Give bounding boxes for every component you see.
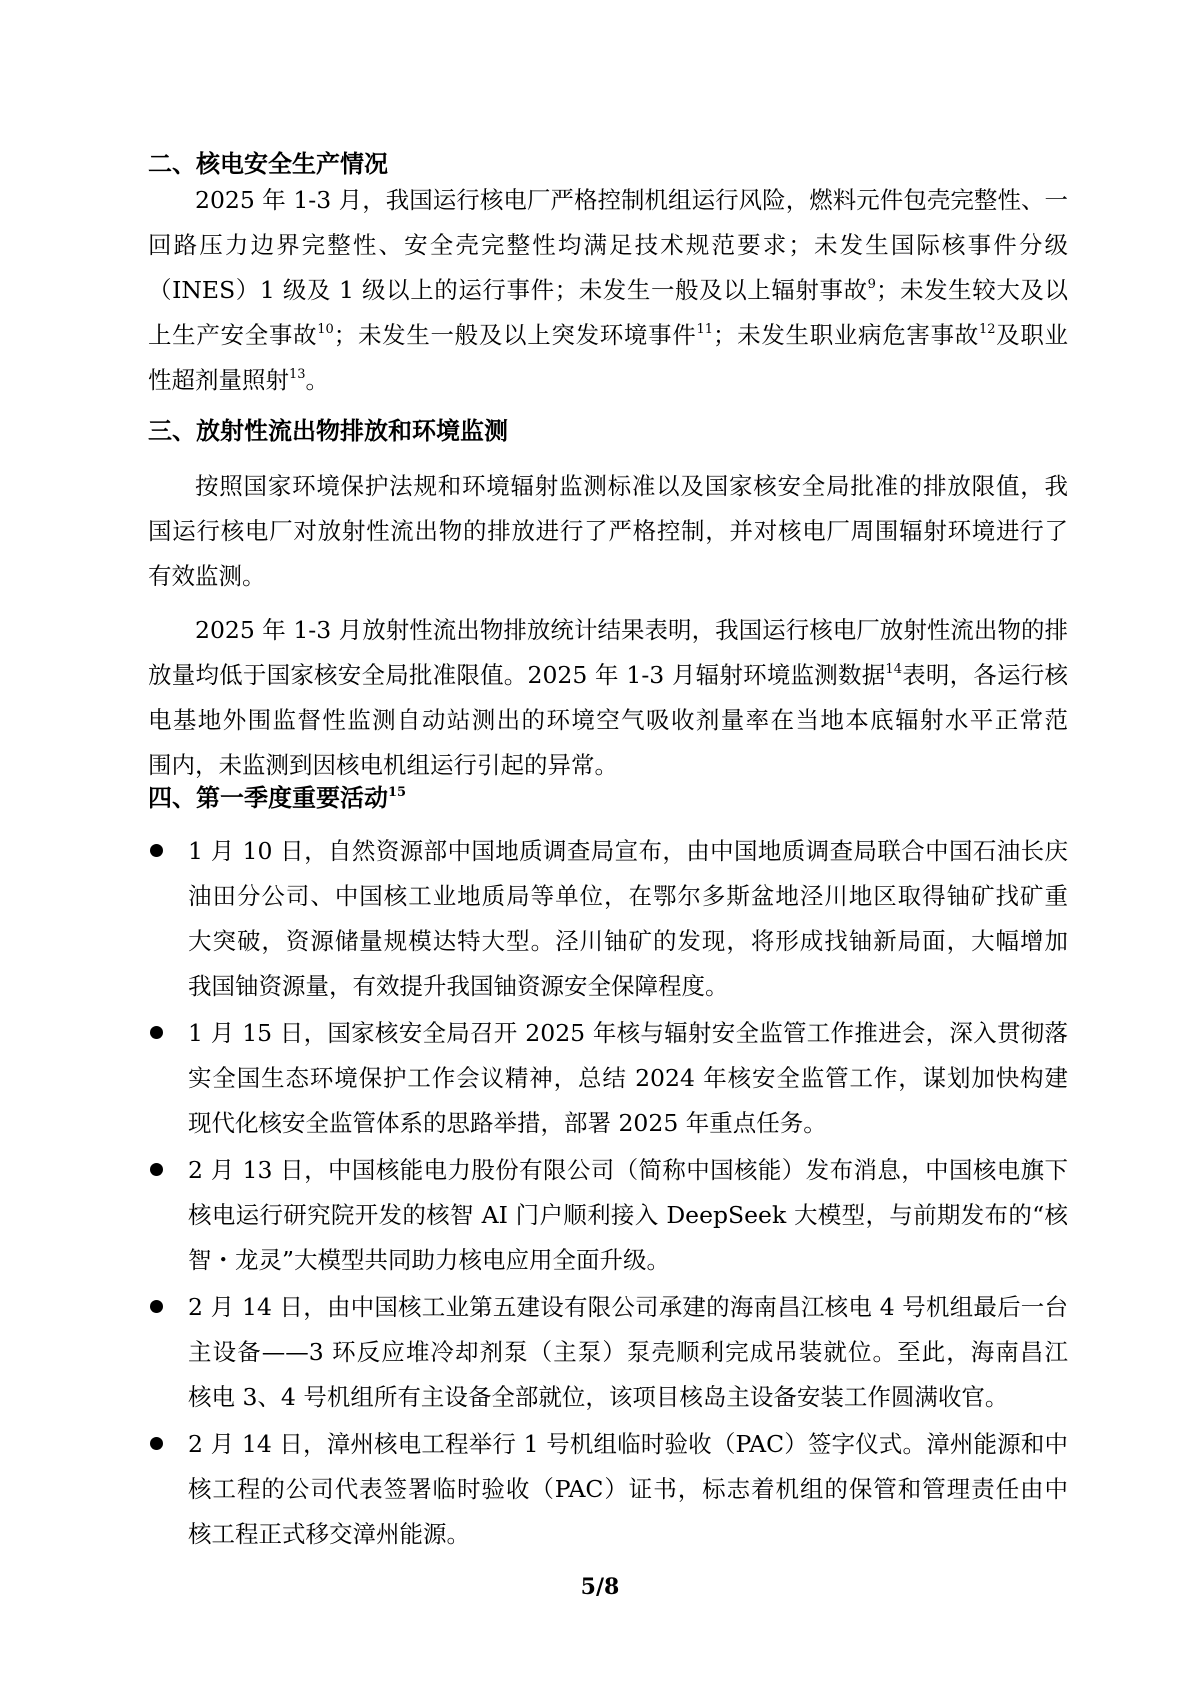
footnote-marker: 15 bbox=[388, 785, 407, 800]
text-line: 核电运行研究院开发的核智 AI 门户顺利接入 DeepSeek 大模型，与前期发布的“核 bbox=[188, 1201, 1068, 1229]
text-segment: ；未发生职业病危害事故 bbox=[713, 321, 979, 349]
text-line: 电基地外围监督性监测自动站测出的环境空气吸收剂量率在当地本底辐射水平正常范 bbox=[148, 706, 1068, 734]
text-line: 围内，未监测到因核电机组运行引起的异常。 bbox=[148, 751, 618, 779]
footnote-marker: 13 bbox=[289, 367, 306, 382]
text-line bbox=[148, 358, 1068, 403]
footnote-marker: 12 bbox=[978, 322, 996, 337]
text-line: 主设备——3 环反应堆冷却剂泵（主泵）泵壳顺利完成吊装就位。至此，海南昌江 bbox=[188, 1338, 1068, 1366]
text-segment: （INES）1 级及 1 级以上的运行事件；未发生一般及以上辐射事故 bbox=[148, 276, 868, 304]
activity-text bbox=[188, 1148, 1068, 1283]
text-line: 1 月 15 日，国家核安全局召开 2025 年核与辐射安全监管工作推进会，深入贯彻落 bbox=[188, 1019, 1068, 1047]
footnote-marker: 11 bbox=[696, 322, 713, 337]
text-line: 核电 3、4 号机组所有主设备全部就位，该项目核岛主设备安装工作圆满收官。 bbox=[188, 1383, 1009, 1411]
bullet-icon bbox=[150, 1437, 163, 1450]
bullet-icon bbox=[150, 1163, 163, 1176]
text-segment: 。 bbox=[305, 366, 330, 394]
text-segment: 及职业 bbox=[995, 321, 1069, 349]
text-line: 2025 年 1-3 月放射性流出物排放统计结果表明，我国运行核电厂放射性流出物的排 bbox=[195, 616, 1068, 644]
text-segment: ；未发生一般及以上突发环境事件 bbox=[333, 321, 697, 349]
section-heading-safety: 二、核电安全生产情况 bbox=[148, 149, 388, 178]
bullet-icon bbox=[150, 1026, 163, 1039]
text-line: 核工程正式移交漳州能源。 bbox=[188, 1520, 470, 1548]
footnote-marker: 9 bbox=[867, 277, 876, 292]
text-line: 我国铀资源量，有效提升我国铀资源安全保障程度。 bbox=[188, 972, 729, 1000]
text-line: 1 月 10 日，自然资源部中国地质调查局宣布，由中国地质调查局联合中国石油长庆 bbox=[188, 837, 1068, 865]
text-line: 回路压力边界完整性、安全壳完整性均满足技术规范要求；未发生国际核事件分级 bbox=[148, 231, 1068, 259]
text-segment: ；未发生较大及以 bbox=[875, 276, 1068, 304]
text-line: 大突破，资源储量规模达特大型。泾川铀矿的发现，将形成找铀新局面，大幅增加 bbox=[188, 927, 1068, 955]
activity-text bbox=[188, 1285, 1068, 1420]
paragraph-effluent-results bbox=[148, 608, 1068, 788]
text-line: 按照国家环境保护法规和环境辐射监测标准以及国家核安全局批准的排放限值，我 bbox=[195, 472, 1068, 500]
section-heading-activities bbox=[148, 780, 406, 816]
text-line: 现代化核安全监管体系的思路举措，部署 2025 年重点任务。 bbox=[188, 1109, 827, 1137]
bullet-icon bbox=[150, 1300, 163, 1313]
heading-text: 四、第一季度重要活动 bbox=[148, 783, 388, 812]
text-segment: 表明，各运行核 bbox=[901, 661, 1069, 689]
activity-text bbox=[188, 1422, 1068, 1557]
text-line: 智・龙灵”大模型共同助力核电应用全面升级。 bbox=[188, 1246, 671, 1274]
text-line: 国运行核电厂对放射性流出物的排放进行了严格控制，并对核电厂周围辐射环境进行了 bbox=[148, 517, 1068, 545]
text-line: 2 月 14 日，由中国核工业第五建设有限公司承建的海南昌江核电 4 号机组最后一台 bbox=[188, 1293, 1068, 1321]
bullet-icon bbox=[150, 844, 163, 857]
footnote-marker: 10 bbox=[317, 322, 334, 337]
text-line: 有效监测。 bbox=[148, 562, 266, 590]
text-line: 2 月 14 日，漳州核电工程举行 1 号机组临时验收（PAC）签字仪式。漳州能源和中 bbox=[188, 1430, 1068, 1458]
text-line: 实全国生态环境保护工作会议精神，总结 2024 年核安全监管工作，谋划加快构建 bbox=[188, 1064, 1068, 1092]
section-heading-effluent: 三、放射性流出物排放和环境监测 bbox=[148, 416, 508, 445]
text-line bbox=[148, 313, 1068, 358]
text-line bbox=[148, 268, 1068, 313]
footnote-marker: 14 bbox=[885, 662, 902, 677]
text-line bbox=[148, 653, 1068, 698]
text-line: 油田分公司、中国核工业地质局等单位，在鄂尔多斯盆地泾川地区取得铀矿找矿重 bbox=[188, 882, 1068, 910]
text-segment: 性超剂量照射 bbox=[148, 366, 289, 394]
activity-text bbox=[188, 829, 1068, 1009]
activity-text bbox=[188, 1011, 1068, 1146]
page-number: 5/8 bbox=[580, 1574, 620, 1600]
text-line: 2 月 13 日，中国核能电力股份有限公司（简称中国核能）发布消息，中国核电旗下 bbox=[188, 1156, 1068, 1184]
text-line: 2025 年 1-3 月，我国运行核电厂严格控制机组运行风险，燃料元件包壳完整性、一 bbox=[195, 186, 1068, 214]
text-segment: 放量均低于国家核安全局批准限值。2025 年 1-3 月辐射环境监测数据 bbox=[148, 661, 886, 689]
text-line: 核工程的公司代表签署临时验收（PAC）证书，标志着机组的保管和管理责任由中 bbox=[188, 1475, 1068, 1503]
text-segment: 上生产安全事故 bbox=[148, 321, 318, 349]
paragraph-safety bbox=[148, 178, 1068, 403]
paragraph-effluent-control bbox=[148, 464, 1068, 599]
